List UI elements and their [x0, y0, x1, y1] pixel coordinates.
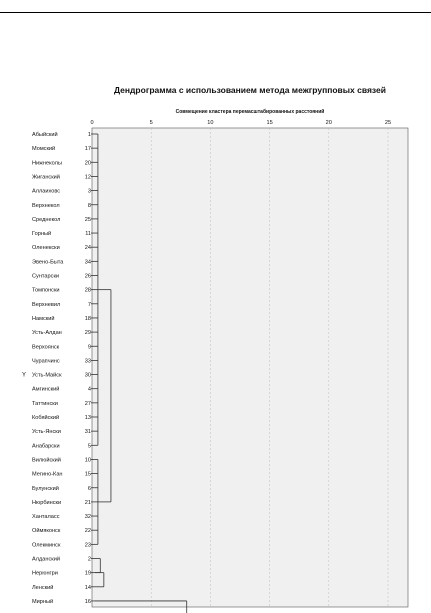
case-label: Верхоянск [32, 344, 60, 351]
case-number: 5 [87, 443, 91, 450]
case-label: Верхневил [32, 301, 61, 308]
case-label: Мегино-Кан [32, 471, 63, 478]
case-number: 6 [87, 485, 91, 492]
case-label: Абыйский [32, 132, 58, 138]
case-number: 20 [84, 160, 91, 167]
case-label: Оленекски [32, 245, 60, 252]
case-label: Нерюнгри [32, 570, 58, 577]
case-number: 11 [85, 231, 91, 238]
chart-title: Дендрограмма с использованием метода межгрупповых связей [114, 85, 386, 95]
case-number: 8 [87, 202, 91, 209]
case-number: 18 [84, 315, 91, 322]
case-label: Нижнеколы [32, 160, 62, 167]
case-number: 12 [84, 174, 91, 181]
case-label: Кобяйский [32, 415, 60, 421]
case-number: 25 [84, 216, 91, 223]
y-axis-label: Y [22, 372, 27, 379]
case-label: Горный [32, 231, 52, 238]
case-label: Эвено-Быта [32, 259, 64, 266]
case-label: Оймяконск [32, 528, 61, 535]
case-number: 9 [87, 344, 91, 351]
case-number: 32 [84, 514, 91, 521]
case-label: Среднекол [32, 216, 61, 223]
case-number: 27 [84, 400, 91, 407]
case-number: 13 [84, 415, 91, 421]
case-number: 4 [87, 386, 91, 393]
case-number: 26 [84, 273, 91, 280]
case-label: Сунтарски [32, 273, 60, 280]
x-tick-label: 5 [149, 120, 153, 126]
case-label: Усть-Алдан [32, 330, 62, 337]
case-number: 29 [84, 330, 91, 337]
case-label: Булунский [32, 485, 59, 492]
case-number: 28 [84, 287, 91, 294]
case-number: 15 [84, 471, 91, 478]
case-number: 17 [84, 146, 91, 153]
case-label: Верхнекол [32, 202, 60, 209]
case-label: Жиганский [32, 174, 60, 181]
case-label: Нюрбински [32, 499, 62, 506]
case-number: 23 [84, 542, 91, 549]
plot-area [92, 128, 408, 607]
case-number: 34 [84, 259, 91, 266]
case-number: 33 [84, 358, 91, 365]
x-tick-label: 10 [207, 120, 214, 126]
case-number: 24 [84, 245, 91, 252]
case-label: Намский [32, 315, 55, 322]
case-number: 2 [87, 556, 91, 563]
case-label: Таттински [32, 400, 58, 407]
case-number: 1 [87, 132, 91, 138]
case-number: 16 [84, 598, 91, 605]
case-number: 30 [84, 372, 91, 379]
case-label: Момский [32, 146, 56, 153]
x-tick-label: 25 [384, 120, 392, 126]
case-number: 22 [84, 528, 91, 535]
case-number: 10 [84, 457, 91, 464]
case-label: Томпонски [32, 287, 60, 294]
x-tick-label: 0 [90, 120, 94, 126]
x-tick-label: 20 [325, 120, 332, 126]
case-number: 14 [84, 584, 91, 591]
case-label: Вилюйский [32, 457, 61, 464]
case-number: 7 [87, 301, 91, 308]
case-label: Чурапчинс [32, 358, 60, 365]
case-label: Амгинский [32, 386, 60, 393]
case-label: Олекминск [32, 542, 61, 549]
case-label: Анабарски [32, 443, 60, 450]
case-number: 31 [84, 429, 91, 436]
case-label: Аллаиховс [32, 188, 61, 195]
case-label: Алданский [32, 556, 60, 563]
chart-subtitle: Совмещение кластера перемасштабированных расстояний [175, 109, 325, 115]
case-label: Мирный [32, 598, 54, 605]
x-tick-label: 15 [266, 120, 273, 126]
case-label: Усть-Майск [32, 372, 62, 379]
case-label: Усть-Янски [32, 429, 61, 436]
case-number: 19 [84, 570, 91, 577]
case-number: 21 [84, 499, 91, 506]
case-label: Ханталасс [32, 514, 60, 521]
case-label: Ленский [32, 584, 54, 591]
case-number: 3 [87, 188, 91, 195]
